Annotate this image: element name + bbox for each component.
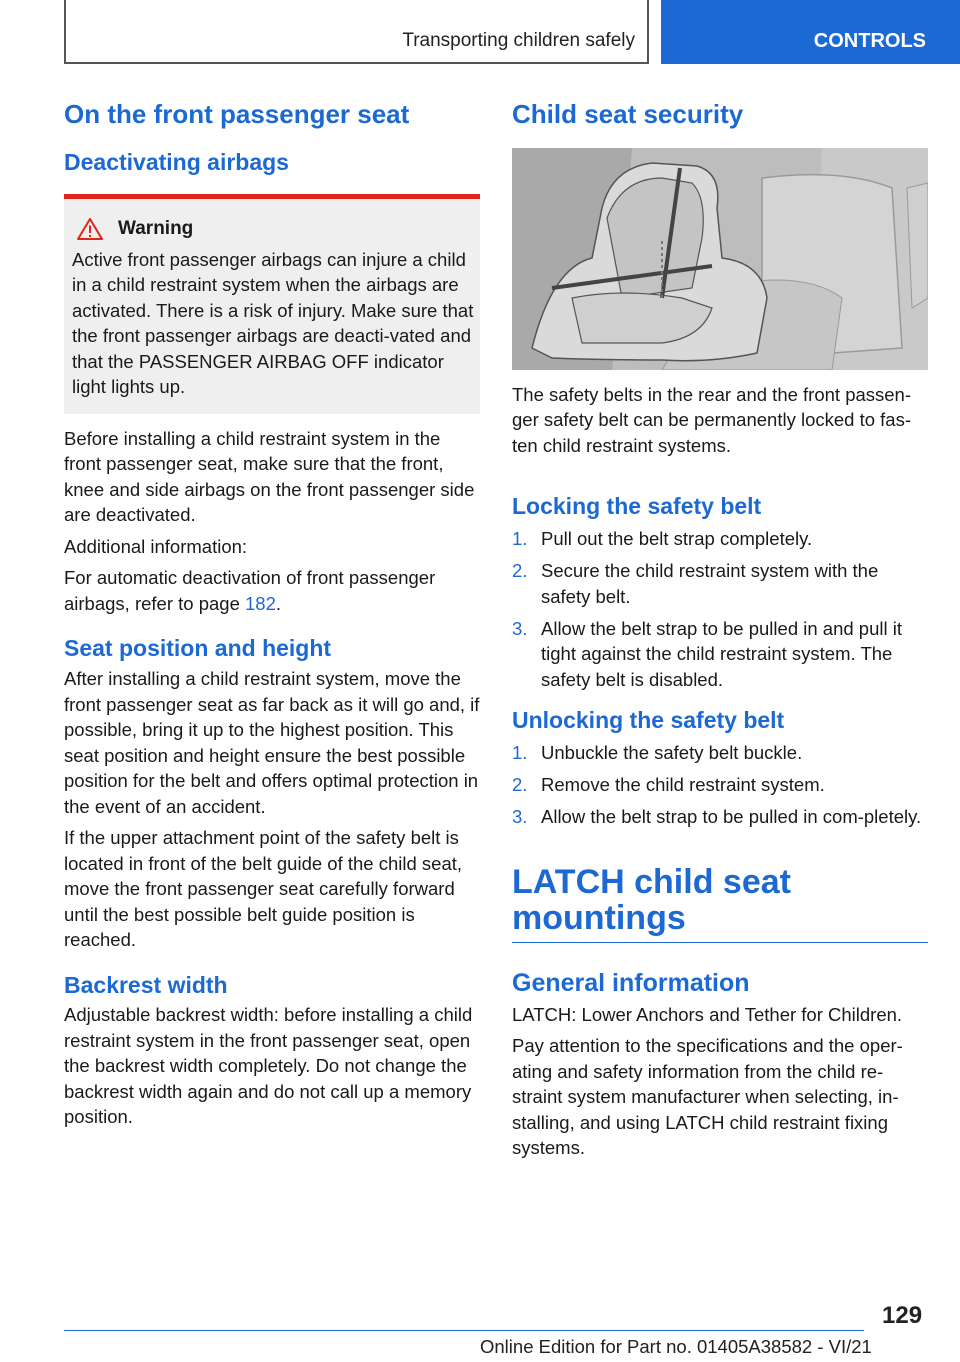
step-number: 1. [512,742,528,764]
online-edition-label: Online Edition for Part no. 01405A38582 - VI/21 [480,1336,872,1357]
paragraph-automatic-deactivation [64,565,480,616]
paragraph-additional-info: Additional information: [64,535,248,557]
child-seat-illustration [512,148,928,370]
warning-triangle-icon [76,217,104,241]
page-number: 129 [882,1302,923,1329]
step-text: Pull out the belt strap completely. [541,528,813,550]
paragraph-manufacturer-info: Pay attention to the specifications and the oper-ating and safety information from the child re-straint system manufacturer when selecting, in-stalling, and using LATCH child restraint fixing systems. [512,1035,903,1159]
heading-latch-mountings: LATCH child seat mountings [512,864,928,944]
list-item [512,740,928,766]
locking-steps-list [512,526,928,692]
step-text: Allow the belt strap to be pulled in and pull it tight against the child restraint system. The safety belt is disabled. [541,617,902,690]
step-number: 3. [512,617,528,639]
step-number: 2. [512,774,528,796]
step-number: 2. [512,560,528,582]
heading-deactivating-airbags: Deactivating airbags [64,148,289,175]
right-column [512,98,928,1161]
step-number: 1. [512,528,528,550]
sentence-end: . [275,592,282,614]
warning-text: Active front passenger airbags can injure a child in a child restraint system when the airbags are activated. There is a risk of injury. Make sure that the front passenger airbags are deacti-vated and that the PASSENGER AIRBAG OFF indicator light lights up. [72,248,474,398]
paragraph-before-installing: Before installing a child restraint system in the front passenger seat, make sure that the front, knee and side airbags on the front passenger side are deactivated. [64,427,475,526]
step-text: Secure the child restraint system with the safety belt. [541,560,879,607]
heading-general-information: General information [512,969,750,998]
auto-deactivation-text: For automatic deactivation of front passenger airbags, refer to page [64,567,436,614]
list-item [512,804,928,830]
footer-divider [64,1330,864,1331]
heading-locking-belt: Locking the safety belt [512,493,762,520]
paragraph-upper-attachment: If the upper attachment point of the safety belt is located in front of the belt guide of the child seat, move the front passenger seat carefully forward until the best possible belt guide position is reached. [64,827,463,951]
heading-seat-position: Seat position and height [64,635,332,662]
warning-header [72,217,474,241]
heading-child-seat-security: Child seat security [512,99,744,129]
section-title: Transporting children safely [402,30,635,51]
paragraph-latch-definition: LATCH: Lower Anchors and Tether for Children. [512,1003,903,1025]
list-item [512,772,928,798]
paragraph-backrest-width: Adjustable backrest width: before installing a child restraint system in the front passenger seat, open the backrest width completely. Do not change the backrest width again and do not call up a memory position. [64,1004,473,1128]
step-number: 3. [512,806,528,828]
step-text: Remove the child restraint system. [541,774,825,796]
chapter-tag: CONTROLS [813,30,926,52]
heading-unlocking-belt: Unlocking the safety belt [512,707,785,734]
left-column [64,98,480,1130]
paragraph-belts-locked: The safety belts in the rear and the front passen-ger safety belt can be permanently locked to fas-ten child restraint systems. [512,383,912,456]
warning-label: Warning [118,217,194,239]
unlocking-steps-list [512,740,928,830]
page-link-182[interactable]: 182 [245,592,276,614]
list-item [512,616,928,693]
list-item [512,558,928,609]
heading-front-passenger-seat: On the front passenger seat [64,99,410,129]
header-title-box [64,0,649,64]
step-text: Unbuckle the safety belt buckle. [541,742,803,764]
step-text: Allow the belt strap to be pulled in com-pletely. [541,806,922,828]
list-item [512,526,928,552]
paragraph-seat-position: After installing a child restraint system, move the front passenger seat as far back as it will go and, if possible, bring it up to the highest position. This seat position and height ensure the best possible position for the belt and offers optimal protection in the event of an accident. [64,668,480,817]
heading-backrest-width: Backrest width [64,971,228,998]
header-tag-box [661,0,960,64]
warning-box [64,194,480,414]
